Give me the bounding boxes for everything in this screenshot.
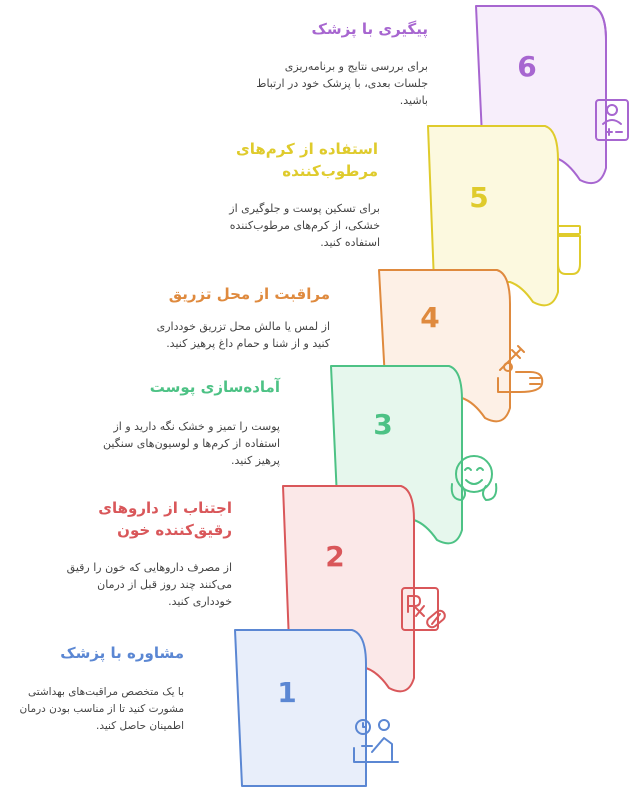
step-2-desc-line: از مصرف داروهایی که خون را رقیق xyxy=(66,561,232,574)
step-6-title: پیگیری با پزشک xyxy=(311,20,428,38)
cream-tube-icon xyxy=(558,226,580,274)
step-6-desc-line: جلسات بعدی، با پزشک خود در ارتباط xyxy=(256,77,428,90)
step-6-description xyxy=(228,58,428,109)
step-3-description xyxy=(80,418,280,469)
step-5-desc-line: استفاده کنید. xyxy=(320,236,380,249)
step-4-title: مراقبت از محل تزریق xyxy=(168,285,330,303)
step-1-title: مشاوره با پزشک xyxy=(60,644,184,662)
step-1-scroll xyxy=(235,630,366,786)
step-5-desc-line: برای تسکین پوست و جلوگیری از xyxy=(229,202,380,215)
step-6-number: 6 xyxy=(517,50,537,83)
step-5-number: 5 xyxy=(469,181,489,214)
step-1-desc-line: با یک متخصص مراقبت‌های بهداشتی xyxy=(27,686,184,698)
step-2-number: 2 xyxy=(325,540,345,573)
step-3-desc-line: استفاده از کرم‌ها و لوسیون‌های سنگین xyxy=(103,437,280,450)
step-3-desc-line: پوست را تمیز و خشک نگه دارید و از xyxy=(113,420,280,433)
step-3-title: آماده‌سازی پوست xyxy=(149,378,280,396)
step-2-desc-line: خودداری کنید. xyxy=(168,595,232,608)
step-3-number: 3 xyxy=(373,408,393,441)
step-4-number: 4 xyxy=(420,301,440,334)
step-6-desc-line: برای بررسی نتایج و برنامه‌ریزی xyxy=(284,60,428,73)
step-5-desc-line: خشکی، از کرم‌های مرطوب‌کننده xyxy=(229,219,380,232)
step-2-description xyxy=(32,559,232,610)
step-4-description xyxy=(130,318,330,352)
step-4-desc-line: از لمس یا مالش محل تزریق خودداری xyxy=(156,320,330,333)
step-1-number: 1 xyxy=(277,676,297,709)
step-1-desc-line: مشورت کنید تا از مناسب بودن درمان xyxy=(19,703,184,715)
step-2-desc-line: می‌کنند چند روز قبل از درمان xyxy=(97,578,232,591)
step-1-desc-line: اطمینان حاصل کنید. xyxy=(95,720,184,732)
step-4-desc-line: کنید و از شنا و حمام داغ پرهیز کنید. xyxy=(166,337,330,350)
step-3-desc-line: پرهیز کنید. xyxy=(231,454,280,467)
step-2-title: اجتناب از داروهای رقیق‌کننده خون xyxy=(98,499,232,539)
step-1-description xyxy=(2,684,184,735)
step-5-description xyxy=(180,200,380,251)
step-6-desc-line: باشید. xyxy=(399,94,428,107)
step-5-title: استفاده از کرم‌های مرطوب‌کننده xyxy=(235,140,378,180)
